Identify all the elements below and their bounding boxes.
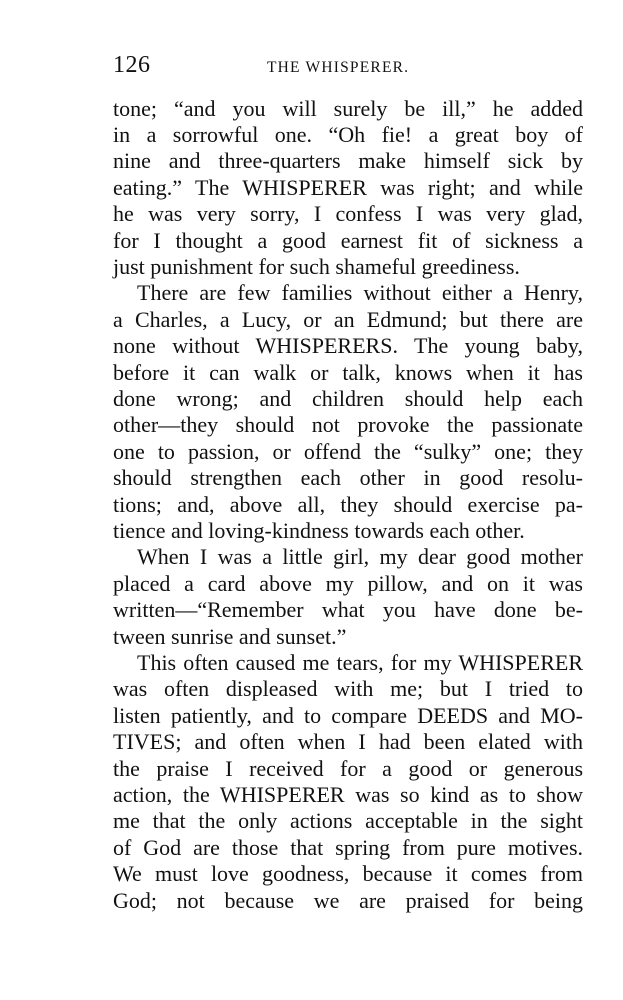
- text-line: nine and three-quarters make himself sick by: [113, 148, 583, 173]
- text-line: tween sunrise and sunset.”: [113, 624, 347, 649]
- text-line: in a sorrowful one. “Oh fie! a great boy of: [113, 122, 583, 147]
- text-line: just punishment for such shameful greediness.: [113, 254, 520, 279]
- text-line: We must love goodness, because it comes from: [113, 861, 583, 886]
- text-line: none without WHISPERERS. The young baby,: [113, 333, 583, 358]
- text-line: should strengthen each other in good resolu-: [113, 465, 583, 490]
- running-title: THE WHISPERER.: [267, 59, 410, 76]
- text-line: for I thought a good earnest fit of sickness a: [113, 228, 583, 253]
- text-line: one to passion, or offend the “sulky” one; they: [113, 439, 583, 464]
- text-line: This often caused me tears, for my WHISPERER: [137, 650, 583, 675]
- text-line: tience and loving-kindness towards each other.: [113, 518, 525, 543]
- text-line: was often displeased with me; but I tried to: [113, 676, 583, 701]
- text-line: a Charles, a Lucy, or an Edmund; but there are: [113, 307, 583, 332]
- text-line: tions; and, above all, they should exercise pa-: [113, 492, 583, 517]
- text-line: the praise I received for a good or generous: [113, 756, 583, 781]
- text-line: placed a card above my pillow, and on it was: [113, 571, 583, 596]
- page-header: [113, 52, 583, 82]
- text-line: When I was a little girl, my dear good mother: [137, 544, 583, 569]
- text-line: me that the only actions acceptable in the sight: [113, 808, 583, 833]
- text-line: God; not because we are praised for being: [113, 888, 583, 913]
- text-line: he was very sorry, I confess I was very glad,: [113, 201, 583, 226]
- text-line: done wrong; and children should help each: [113, 386, 583, 411]
- text-line: of God are those that spring from pure motives.: [113, 835, 583, 860]
- text-line: TIVES; and often when I had been elated with: [113, 729, 583, 754]
- text-line: eating.” The WHISPERER was right; and while: [113, 175, 583, 200]
- page-number: 126: [113, 52, 151, 78]
- text-line: written—“Remember what you have done be-: [113, 597, 583, 622]
- text-line: before it can walk or talk, knows when it has: [113, 360, 583, 385]
- text-line: other—they should not provoke the passionate: [113, 412, 583, 437]
- text-line: tone; “and you will surely be ill,” he added: [113, 96, 583, 121]
- text-line: action, the WHISPERER was so kind as to show: [113, 782, 583, 807]
- text-line: There are few families without either a Henry,: [137, 280, 583, 305]
- text-line: listen patiently, and to compare DEEDS and MO-: [113, 703, 583, 728]
